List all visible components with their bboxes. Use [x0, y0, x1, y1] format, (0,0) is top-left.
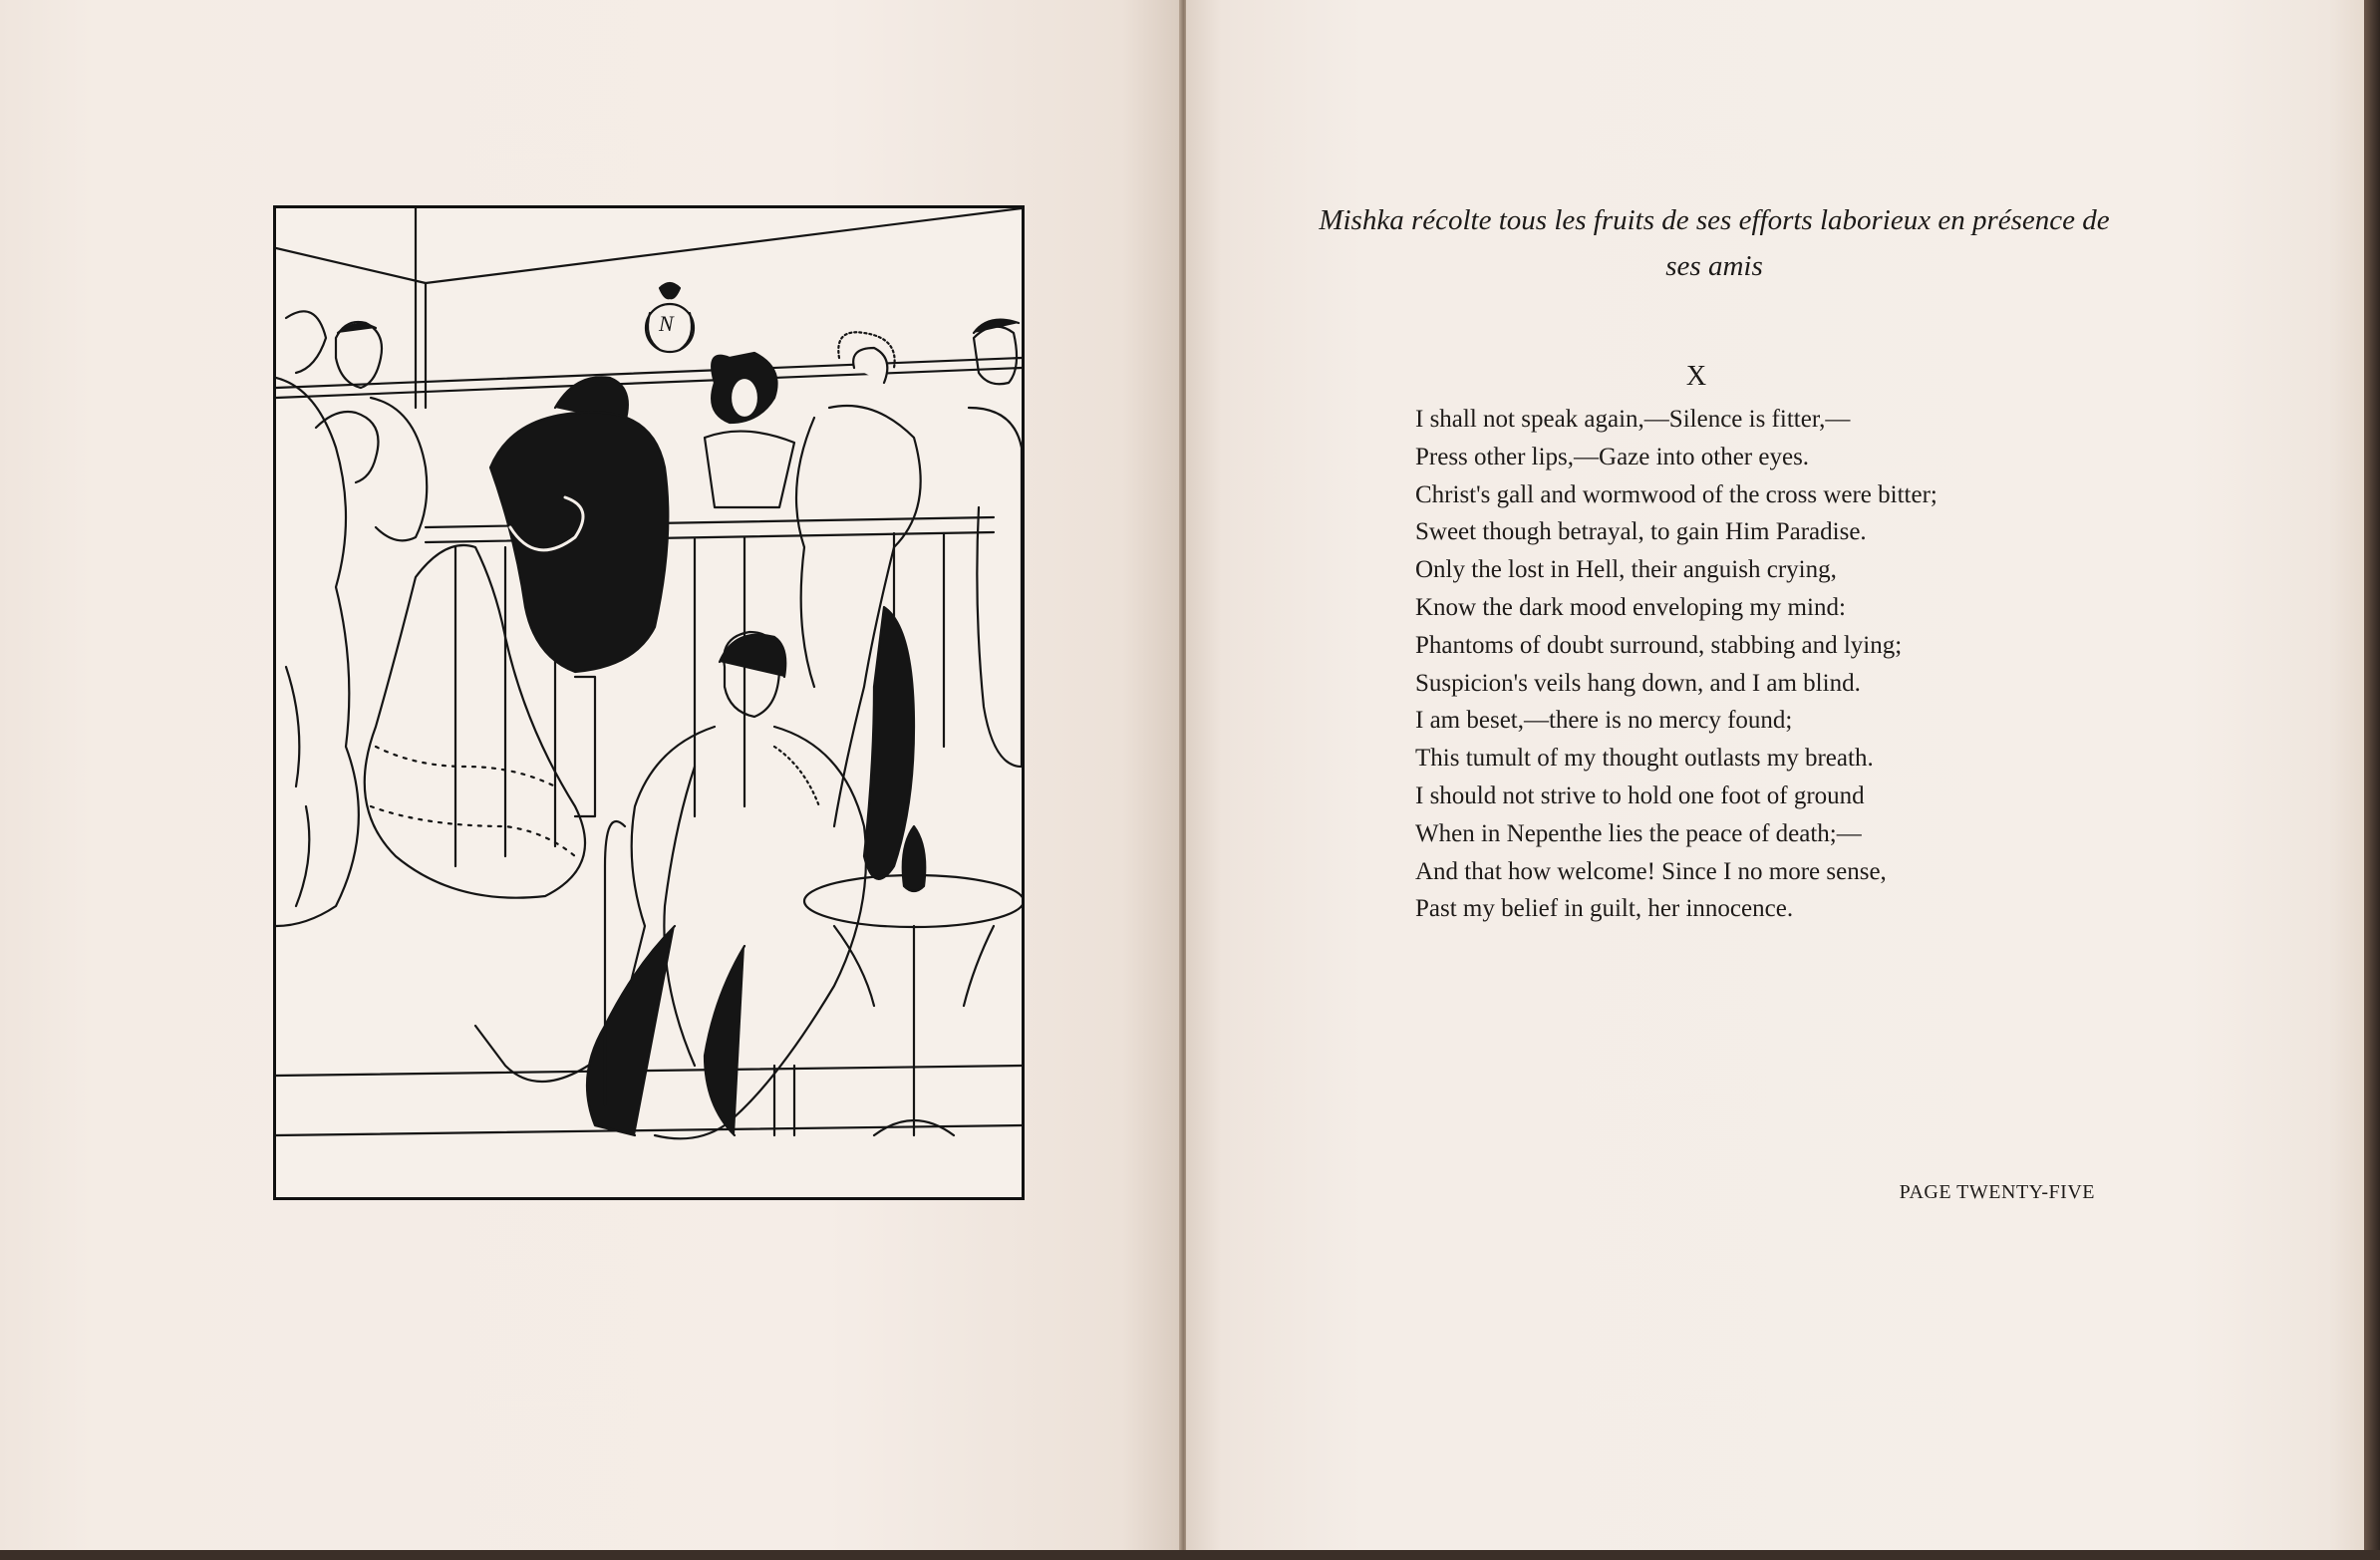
poem-line: And that how welcome! Since I no more sense, [1415, 857, 1887, 885]
poem-line: I am beset,—there is no mercy found; [1415, 707, 1793, 735]
poem-line: Only the lost in Hell, their anguish crying, [1415, 556, 1837, 584]
poem-line: When in Nepenthe lies the peace of death;— [1415, 819, 1862, 847]
poem-line: Phantoms of doubt surround, stabbing and lying; [1415, 631, 1903, 659]
book-edge-right [2364, 0, 2380, 1560]
page-caption: Mishka récolte tous les fruits de ses efforts laborieux en présence de ses amis [1319, 204, 2110, 282]
poem-line: Past my belief in guilt, her innocence. [1415, 895, 1794, 923]
poem-number: X [1685, 361, 1707, 392]
line-drawing [276, 208, 1022, 1197]
poem-line: Christ's gall and wormwood of the cross were bitter; [1415, 480, 1937, 508]
poem-line: I should not strive to hold one foot of ground [1415, 781, 1865, 809]
poem-line: Know the dark mood enveloping my mind: [1415, 593, 1846, 621]
poem-line: Sweet though betrayal, to gain Him Paradise. [1415, 518, 1867, 546]
left-page [0, 0, 1181, 1550]
page-number-label: PAGE TWENTY-FIVE [1899, 1181, 2095, 1203]
book-edge-bottom [0, 1550, 2380, 1560]
monogram-text: N [659, 311, 674, 336]
poem-line: I shall not speak again,—Silence is fitter,— [1415, 406, 1851, 433]
poem-line: This tumult of my thought outlasts my breath. [1415, 745, 1874, 773]
poem-line: Suspicion's veils hang down, and I am blind. [1415, 669, 1861, 697]
illustration-bar-scene [273, 205, 1025, 1200]
poem-text [1415, 401, 2053, 928]
ceiling-edge [276, 208, 1022, 283]
poem-line: Press other lips,—Gaze into other eyes. [1415, 443, 1810, 470]
